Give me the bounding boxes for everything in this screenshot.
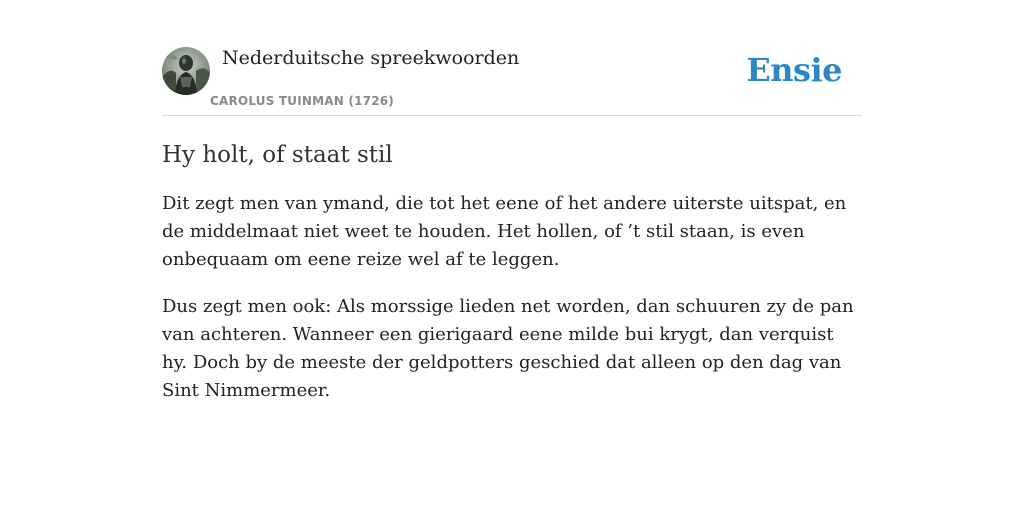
entry-card <box>162 45 862 405</box>
ensie-logo-link[interactable]: Ensie <box>746 51 842 89</box>
author-label[interactable]: CAROLUS TUINMAN (1726) <box>210 94 394 108</box>
avatar[interactable] <box>162 47 210 95</box>
statue-portrait-icon <box>162 47 210 95</box>
entry-title: Hy holt, of staat stil <box>162 142 393 168</box>
entry-paragraph: Dus zegt men ook: Als morssige lieden net worden, dan schuuren zy de pan van achteren. Wanneer een gierigaard eene milde bui krygt, dan verquist hy. Doch by de meeste der geldpotters geschied dat alleen op den dag van Sint Nimmermeer. <box>162 296 854 401</box>
entry-paragraph: Dit zegt men van ymand, die tot het eene of het andere uiterste uitspat, en de middelmaat niet weet te houden. Het hollen, of ’t stil staan, is even onbequaam om eene reize wel af te leggen. <box>162 193 847 270</box>
entry-header <box>162 45 862 116</box>
book-title[interactable]: Nederduitsche spreekwoorden <box>222 47 520 69</box>
